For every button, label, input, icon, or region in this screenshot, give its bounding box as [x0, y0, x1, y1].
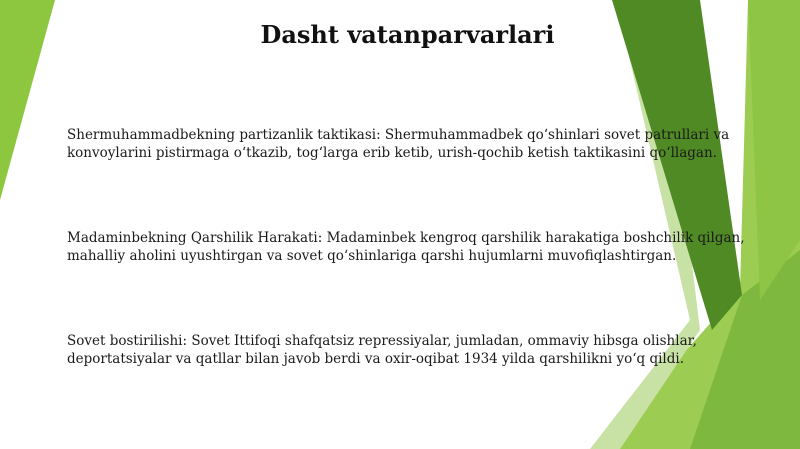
slide-title: Dasht vatanparvarlari	[260, 20, 555, 49]
right-dark-stripe	[612, 0, 742, 330]
paragraph-partisan-tactics: Shermuhammadbekning partizanlik taktikasi: Shermuhammadbek qo‘shinlari sovet patrullari va konvoylarini pistirmaga o‘tkazib, tog‘larga erib ketib, urish-qochib ketish taktikasini qo‘llagan.	[67, 127, 730, 161]
paragraph-resistance-movement: Madaminbekning Qarshilik Harakati: Madaminbek kengroq qarshilik harakatiga boshchilik qilgan, mahalliy aholini uyushtirgan va sovet qo‘shinlariga qarshi hujumlarni muvofiqlashtirgan.	[67, 230, 745, 264]
paragraph-soviet-suppression: Sovet bostirilishi: Sovet Ittifoqi shafqatsiz repressiyalar, jumladan, ommaviy hibsga olishlar, deportatsiyalar va qatllar bilan javob berdi va oxir-oqibat 1934 yilda qarshilikni yo‘q qildi.	[67, 333, 697, 367]
